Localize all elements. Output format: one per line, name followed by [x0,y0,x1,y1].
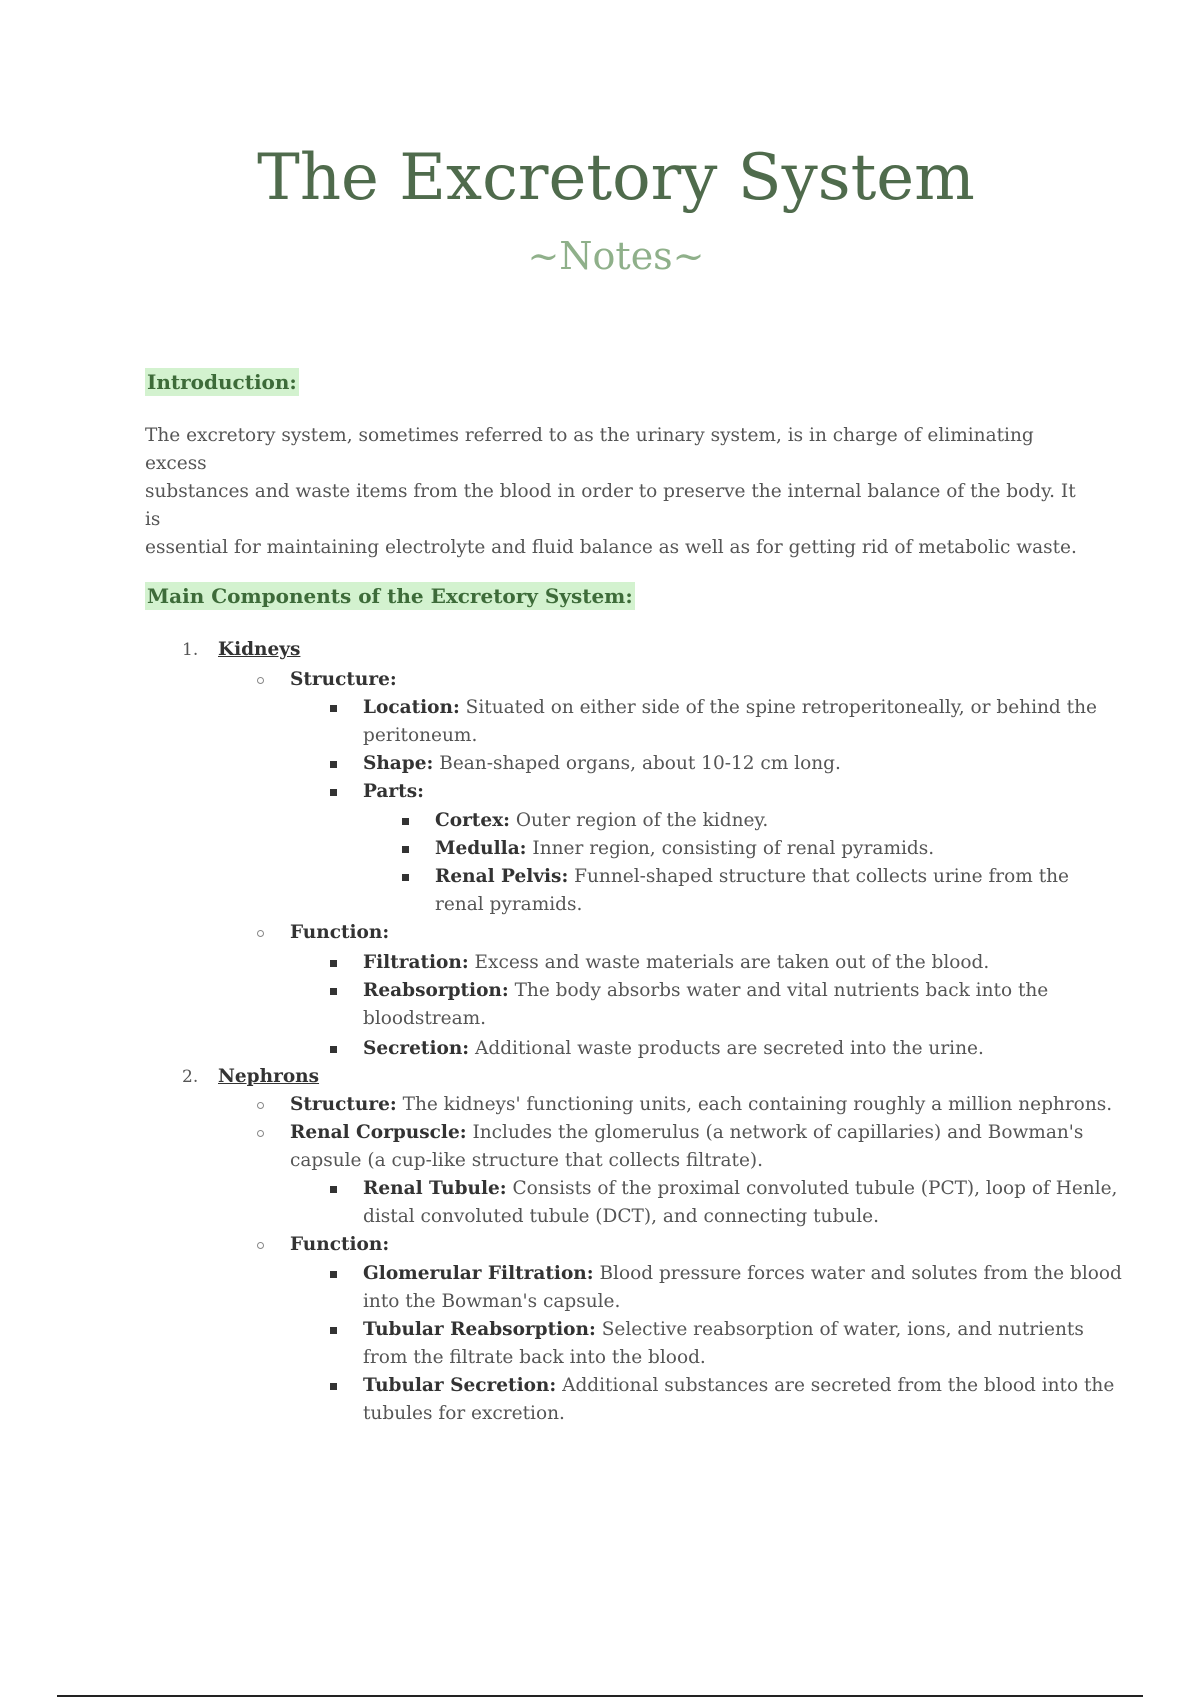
square-bullet-icon [330,960,337,967]
square-bullet-icon [330,1186,337,1193]
circle-bullet-icon [257,1102,264,1109]
list-item: Glomerular Filtration: Blood pressure forces water and solutes from the blood [363,1263,1122,1284]
list-item: Renal Tubule: Consists of the proximal convoluted tubule (PCT), loop of Henle, [363,1178,1118,1199]
circle-bullet-icon [257,1242,264,1249]
square-bullet-icon [402,846,409,853]
nephrons-title: Nephrons [218,1066,320,1087]
intro-line: The excretory system, sometimes referred to as the urinary system, is in charge of eliminating excess [145,425,1034,474]
list-item: Structure: [290,669,397,690]
list-item: Cortex: Outer region of the kidney. [435,810,769,831]
list-item-continuation: bloodstream. [363,1008,487,1029]
list-item-continuation: tubules for excretion. [363,1403,565,1424]
intro-line: substances and waste items from the blood in order to preserve the internal balance of the body. It is [145,481,1076,530]
square-bullet-icon [330,789,337,796]
list-item: Filtration: Excess and waste materials are taken out of the blood. [363,952,990,973]
square-bullet-icon [330,761,337,768]
square-bullet-icon [330,988,337,995]
page-title: The Excretory System [257,141,975,215]
circle-bullet-icon [257,677,264,684]
list-item-continuation: capsule (a cup-like structure that collects filtrate). [290,1150,764,1171]
square-bullet-icon [402,818,409,825]
list-item: Tubular Reabsorption: Selective reabsorption of water, ions, and nutrients [363,1319,1084,1340]
intro-paragraph [145,422,1090,562]
square-bullet-icon [330,1327,337,1334]
list-item-continuation: from the filtrate back into the blood. [363,1347,706,1368]
list-item: Renal Pelvis: Funnel-shaped structure that collects urine from the [435,866,1070,887]
list-item: Reabsorption: The body absorbs water and vital nutrients back into the [363,980,1049,1001]
intro-line: essential for maintaining electrolyte and fluid balance as well as for getting rid of metabolic waste. [145,537,1077,558]
list-item: Secretion: Additional waste products are secreted into the urine. [363,1038,984,1059]
square-bullet-icon [330,705,337,712]
circle-bullet-icon [257,930,264,937]
list-item: Structure: The kidneys' functioning units, each containing roughly a million nephrons. [290,1094,1113,1115]
page-subtitle: ~Notes~ [527,234,705,278]
list-item-continuation: renal pyramids. [435,894,583,915]
page-divider [57,1695,1143,1697]
list-item-continuation: into the Bowman's capsule. [363,1291,621,1312]
components-heading: Main Components of the Excretory System: [147,584,633,608]
list-item: Function: [290,1234,390,1255]
list-item: Renal Corpuscle: Includes the glomerulus (a network of capillaries) and Bowman's [290,1122,1084,1143]
square-bullet-icon [330,1046,337,1053]
square-bullet-icon [330,1383,337,1390]
circle-bullet-icon [257,1130,264,1137]
list-item: Location: Situated on either side of the spine retroperitoneally, or behind the [363,697,1097,718]
list-item: Medulla: Inner region, consisting of renal pyramids. [435,838,935,859]
list-item-continuation: distal convoluted tubule (DCT), and connecting tubule. [363,1206,879,1227]
list-item: Shape: Bean-shaped organs, about 10-12 cm long. [363,753,841,774]
list-number: 1. [182,640,199,660]
list-item-continuation: peritoneum. [363,725,478,746]
square-bullet-icon [402,874,409,881]
list-item: Tubular Secretion: Additional substances are secreted from the blood into the [363,1375,1115,1396]
intro-heading: Introduction: [147,370,297,394]
square-bullet-icon [330,1271,337,1278]
list-number: 2. [182,1067,199,1087]
kidneys-title: Kidneys [218,639,301,660]
list-item: Function: [290,922,390,943]
list-item: Parts: [363,781,424,802]
